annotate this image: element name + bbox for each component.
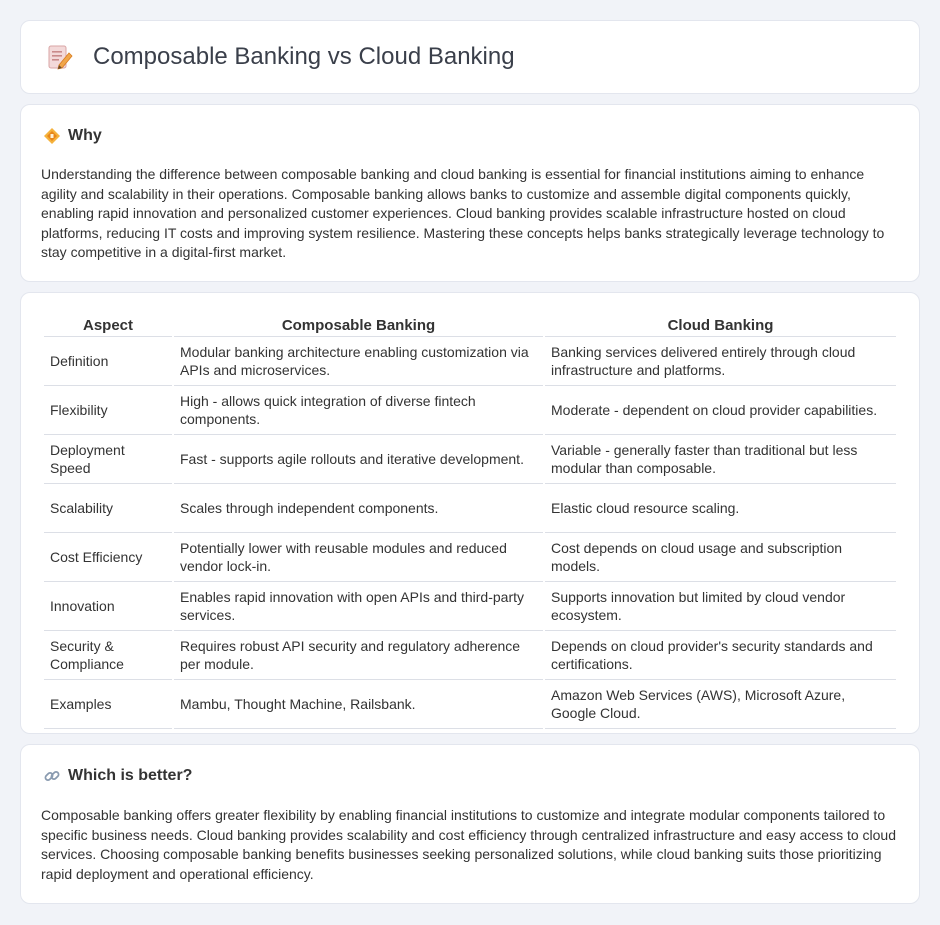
better-text: Composable banking offers greater flexibility by enabling financial institutions to customize and integrate modular components tailored to specific business needs. Cloud banking provides scalability and cost efficiency through centralized infrastructure and easy access to cloud services. Choosing composable banking benefits businesses seeking personalized solutions, while cloud banking suits those prioritizing rapid deployment and operational efficiency. [41,807,896,882]
cell-aspect: Definition [44,337,172,386]
cell-cloud: Elastic cloud resource scaling. [545,484,896,533]
cell-composable: High - allows quick integration of diverse fintech components. [174,386,543,435]
cell-aspect: Cost Efficiency [44,533,172,582]
why-text: Understanding the difference between composable banking and cloud banking is essential for financial institutions aiming to enhance agility and scalability in their operations. Composable banking allows banks to customize and assemble digital components quickly, enabling rapid innovation and personalized customer experiences. Cloud banking provides scalable infrastructure hosted on cloud platforms, reducing IT costs and improving system resilience. Mastering these concepts helps banks strategically leverage technology to stay competitive in a digital-first market. [41,166,885,260]
cell-aspect: Deployment Speed [44,435,172,484]
table-header-row [44,315,896,337]
table-row [44,484,896,533]
cell-composable: Fast - supports agile rollouts and iterative development. [174,435,543,484]
cell-cloud: Supports innovation but limited by cloud vendor ecosystem. [545,582,896,631]
cell-composable: Potentially lower with reusable modules and reduced vendor lock-in. [174,533,543,582]
cell-cloud: Depends on cloud provider's security standards and certifications. [545,631,896,680]
cell-aspect: Flexibility [44,386,172,435]
table-row [44,435,896,484]
header-aspect: Aspect [44,315,172,337]
page-title: Composable Banking vs Cloud Banking [93,43,515,70]
cell-aspect: Security & Compliance [44,631,172,680]
cell-cloud: Variable - generally faster than traditional but less modular than composable. [545,435,896,484]
table-row [44,582,896,631]
cell-cloud: Banking services delivered entirely through cloud infrastructure and platforms. [545,337,896,386]
link-icon [43,767,61,785]
cell-composable: Requires robust API security and regulatory adherence per module. [174,631,543,680]
cell-cloud: Amazon Web Services (AWS), Microsoft Azure, Google Cloud. [545,680,896,729]
why-title: Why [68,127,102,144]
diamond-icon [43,127,61,145]
table-row [44,386,896,435]
table-row [44,533,896,582]
cell-composable: Scales through independent components. [174,484,543,533]
cell-cloud: Moderate - dependent on cloud provider capabilities. [545,386,896,435]
table-row [44,680,896,729]
document-edit-icon [47,43,73,71]
cell-aspect: Examples [44,680,172,729]
comparison-table-card [20,292,920,734]
better-title: Which is better? [68,767,193,784]
table-row [44,631,896,680]
cell-aspect: Innovation [44,582,172,631]
header-composable: Composable Banking [174,315,543,337]
which-is-better-section [20,744,920,904]
cell-composable: Enables rapid innovation with open APIs and third-party services. [174,582,543,631]
cell-composable: Mambu, Thought Machine, Railsbank. [174,680,543,729]
header-card [20,20,920,94]
cell-cloud: Cost depends on cloud usage and subscription models. [545,533,896,582]
table-row [44,337,896,386]
header-cloud: Cloud Banking [545,315,896,337]
comparison-table [42,315,898,729]
cell-aspect: Scalability [44,484,172,533]
why-section [20,104,920,282]
cell-composable: Modular banking architecture enabling customization via APIs and microservices. [174,337,543,386]
